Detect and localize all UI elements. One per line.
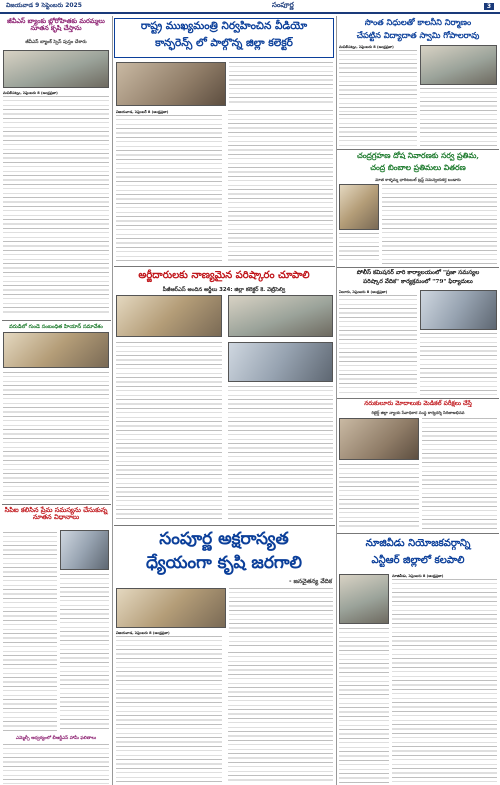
article-body: [339, 628, 389, 784]
bottom-left-headline: సిపిఐ కలిసిన ప్రేమ సమస్యను చేసుకున్న నూతన విధానాలు: [4, 506, 108, 522]
dateline: విజయవాడ, సెప్టెంబరు 8 (ఆంధ్రప్రజా): [116, 631, 170, 635]
section-divider: [114, 266, 335, 267]
article-body: [60, 574, 109, 732]
article-body: [228, 652, 333, 784]
news-photo: [228, 295, 333, 337]
article-body: [339, 50, 417, 112]
right-mid-headline: నరుకులూరు మోదాలుకు మెడికల్ పరీక్షలు చేస్తే: [364, 400, 472, 407]
top-left-headline: జీవీఎస్ బ్యాంకు బ్లోరోహితకు మరమ్మలు నూతన కృషి చేస్తాను: [7, 17, 105, 33]
dateline: మచిలీపట్నం, సెప్టెంబరు 8 (ఆంధ్రప్రజా): [3, 91, 58, 95]
section-divider: [2, 504, 111, 505]
section-divider: [337, 267, 499, 268]
nuzvid-headline-line-2: ఎన్టీఆర్ జిల్లాలో కలపాలి: [371, 555, 465, 566]
article-body: [229, 62, 333, 106]
top-left-subheadline: జీవీఎస్ బ్యాంక్ స్పెస్ పుస్తం చేశారు: [25, 40, 87, 45]
article-body: [3, 744, 109, 784]
dateline: నూజివీడు, సెప్టెంబరు 8 (ఆంధ్రప్రజా): [392, 574, 444, 578]
exam-subheadline: పీజీఆర్ఎస్ అందిన అర్జీలు 324: జిల్లా కలెక్టర్ కె. వెట్రిసెల్వి: [162, 287, 286, 293]
article-body: [228, 386, 333, 522]
column-divider: [336, 16, 337, 785]
news-photo: [339, 418, 419, 460]
bottom-left-subheadline: ఎమ్మెల్సీ ఆధ్వర్యంలో బీఆర్టీఎస్ హామీ ఫలితాలు: [15, 736, 97, 741]
news-photo: [3, 332, 109, 368]
dateline: మచిలీపట్నం, సెప్టెంబరు 8 (ఆంధ్రప్రజా): [339, 45, 394, 49]
news-photo: [60, 530, 109, 570]
news-photo: [116, 588, 226, 628]
news-photo: [228, 342, 333, 382]
right-mid-subheadline: రిటైర్డ్ జిల్లా న్యాయ సేవాధికార సంస్థ కార్యదర్శి సిరిజాఅభినవ: [371, 410, 465, 415]
news-photo: [116, 62, 226, 106]
article-body: [382, 184, 497, 264]
section-divider: [337, 149, 499, 150]
eclipse-headline-line-2: చంద్ర బింబాల ప్రతిమలు వితరణ: [370, 163, 466, 172]
article-body: [339, 464, 419, 530]
police-headline-line-1: పోలీస్ కమిషనర్ వారి కార్యాలయంలో "ప్రజా సమస్యల: [356, 270, 480, 276]
news-photo: [420, 45, 497, 85]
article-body: [116, 636, 222, 784]
column-divider: [112, 16, 113, 785]
article-body: [422, 418, 497, 530]
news-photo: [420, 290, 497, 330]
news-photo: [116, 295, 222, 337]
article-body: [420, 333, 497, 395]
page-number: 3: [484, 3, 494, 10]
section-divider: [337, 398, 499, 399]
masthead: [0, 0, 500, 14]
news-photo: [339, 574, 389, 624]
news-photo: [3, 50, 109, 88]
article-body: [116, 115, 222, 263]
paper-name: సంపూర్ణ: [271, 1, 294, 9]
literacy-headline-line-1: సంపూర్ణ అక్షరాస్యత: [159, 529, 289, 549]
collector-headline-line-2: కాన్ఫరెన్స్ లో పాల్గొన్న జిల్లా కలెక్టర్: [155, 37, 293, 49]
small-left-title: వరుడిలో గుండె సంబంధిత హియాన్ సమావేశం: [9, 324, 103, 330]
article-body: [116, 342, 222, 522]
article-body: [339, 295, 417, 395]
nuzvid-headline-line-1: నూజివీడు నియోజకవర్గాన్ని: [365, 538, 471, 549]
dateline: ఏలూరు, సెప్టెంబరు 8 (ఆంధ్రప్రజా): [339, 290, 388, 294]
article-body: [3, 532, 57, 732]
article-body: [3, 96, 109, 316]
section-divider: [114, 525, 335, 526]
collector-headline-line-1: రాష్ట్ర ముఖ్యమంత్రి నిర్వహించిన వీడియో: [140, 20, 308, 32]
eclipse-headline-line-1: చంద్రగ్రహణ దోష నివారణకు సర్వ ప్రతిమ,: [356, 151, 480, 160]
article-body: [339, 233, 379, 264]
article-body: [229, 588, 333, 648]
literacy-headline-line-2: ధ్యేయంగా కృషి జరగాలి: [145, 553, 303, 573]
article-body: [3, 372, 109, 500]
right-top-headline-line-1: సొంత నిధులతో కాలనీని నిర్మాణం: [364, 17, 472, 27]
article-body: [392, 579, 497, 784]
article-body: [339, 114, 417, 146]
issue-date: విజయవాడ 9 సెప్టెంబరు 2025: [6, 2, 82, 9]
literacy-subheadline: - జనచైతన్య వేదిక: [288, 578, 332, 585]
exam-headline: అర్జీదారులకు నాణ్యమైన పరిష్కారం చూపాలి: [138, 270, 310, 281]
section-divider: [2, 320, 111, 321]
right-top-headline-line-2: చేపట్టిన విద్యాదాత స్వామి గోపాలరావు: [356, 30, 480, 40]
article-body: [420, 88, 497, 146]
dateline: విజయవాడ, సెప్టెంబర్ 8 (ఆంధ్రప్రజా): [116, 110, 169, 114]
news-photo: [339, 184, 379, 230]
section-divider: [337, 533, 499, 534]
police-headline-line-2: పరిష్కార వేదిక" కార్యక్రమంలో "79" ఫిర్యాదులు: [363, 279, 473, 285]
eclipse-subheadline: మాత కాళ్ళమ్మ ఛారిటబుల్ ట్రస్ట్ సమన్వయకర్త బండారు: [375, 177, 461, 182]
article-body: [228, 110, 333, 263]
